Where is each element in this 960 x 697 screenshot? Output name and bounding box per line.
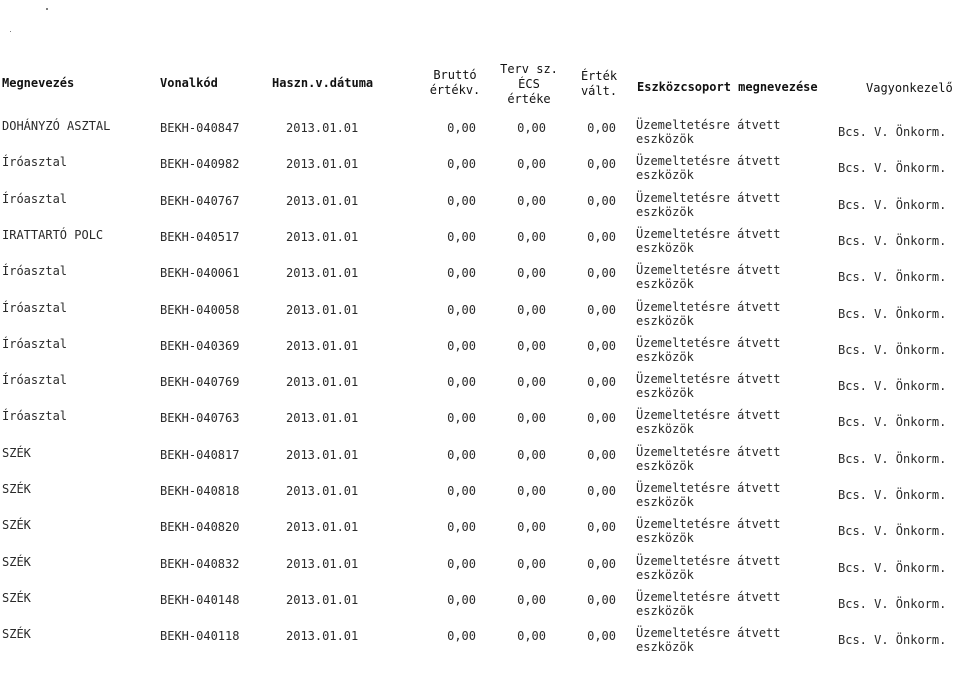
item-gross: 0,00 — [447, 593, 476, 607]
item-planned: 0,00 — [517, 411, 546, 425]
item-change: 0,00 — [587, 411, 616, 425]
item-name: Íróasztal — [2, 264, 68, 278]
item-name: Íróasztal — [2, 301, 68, 315]
item-gross: 0,00 — [447, 230, 476, 244]
item-barcode: BEKH-040769 — [160, 375, 240, 389]
item-barcode: BEKH-040058 — [160, 303, 240, 317]
item-group-line1: Üzemeltetésre átvett — [636, 154, 781, 168]
item-gross: 0,00 — [447, 520, 476, 534]
item-group-line2: eszközök — [636, 350, 694, 364]
item-planned: 0,00 — [517, 557, 546, 571]
item-group-line1: Üzemeltetésre átvett — [636, 372, 781, 386]
item-change: 0,00 — [587, 593, 616, 607]
item-group-line1: Üzemeltetésre átvett — [636, 300, 781, 314]
item-date: 2013.01.01 — [286, 484, 359, 498]
item-group-line2: eszközök — [636, 568, 694, 582]
item-manager: Bcs. V. Önkorm. — [838, 125, 947, 139]
item-group-line2: eszközök — [636, 459, 694, 473]
item-name: Íróasztal — [2, 192, 68, 206]
item-planned: 0,00 — [517, 484, 546, 498]
item-gross: 0,00 — [447, 194, 476, 208]
item-planned: 0,00 — [517, 629, 546, 643]
header-name: Megnevezés — [2, 76, 75, 90]
item-change: 0,00 — [587, 448, 616, 462]
item-date: 2013.01.01 — [286, 520, 359, 534]
item-group-line2: eszközök — [636, 314, 694, 328]
item-barcode: BEKH-040767 — [160, 194, 240, 208]
item-group-line2: eszközök — [636, 205, 694, 219]
item-gross: 0,00 — [447, 411, 476, 425]
item-barcode: BEKH-040847 — [160, 121, 240, 135]
item-group-line1: Üzemeltetésre átvett — [636, 408, 781, 422]
item-group-line2: eszközök — [636, 640, 694, 654]
item-gross: 0,00 — [447, 121, 476, 135]
item-date: 2013.01.01 — [286, 303, 359, 317]
item-name: SZÉK — [2, 591, 31, 605]
item-manager: Bcs. V. Önkorm. — [838, 379, 947, 393]
item-change: 0,00 — [587, 484, 616, 498]
item-name: Íróasztal — [2, 155, 68, 169]
header-gross — [420, 68, 490, 98]
item-group-line2: eszközök — [636, 531, 694, 545]
item-group-line1: Üzemeltetésre átvett — [636, 336, 781, 350]
header-change-line2: vált. — [580, 84, 618, 98]
item-date: 2013.01.01 — [286, 448, 359, 462]
item-manager: Bcs. V. Önkorm. — [838, 270, 947, 284]
table-row — [0, 335, 960, 371]
item-manager: Bcs. V. Önkorm. — [838, 307, 947, 321]
header-planned — [497, 62, 561, 107]
item-date: 2013.01.01 — [286, 593, 359, 607]
item-barcode: BEKH-040061 — [160, 266, 240, 280]
item-gross: 0,00 — [447, 484, 476, 498]
item-planned: 0,00 — [517, 121, 546, 135]
item-manager: Bcs. V. Önkorm. — [838, 161, 947, 175]
item-change: 0,00 — [587, 520, 616, 534]
scan-speck — [10, 31, 11, 32]
item-name: SZÉK — [2, 482, 31, 496]
item-barcode: BEKH-040982 — [160, 157, 240, 171]
header-change-line1: Érték — [580, 69, 618, 83]
header-gross-line2: értékv. — [429, 83, 481, 97]
table-row — [0, 553, 960, 589]
item-gross: 0,00 — [447, 629, 476, 643]
item-barcode: BEKH-040118 — [160, 629, 240, 643]
item-date: 2013.01.01 — [286, 557, 359, 571]
item-manager: Bcs. V. Önkorm. — [838, 633, 947, 647]
item-barcode: BEKH-040817 — [160, 448, 240, 462]
item-barcode: BEKH-040763 — [160, 411, 240, 425]
item-name: SZÉK — [2, 518, 31, 532]
item-name: SZÉK — [2, 627, 31, 641]
item-change: 0,00 — [587, 557, 616, 571]
item-planned: 0,00 — [517, 339, 546, 353]
item-name: DOHÁNYZÓ ASZTAL — [2, 119, 111, 133]
item-gross: 0,00 — [447, 266, 476, 280]
header-gross-line1: Bruttó — [433, 68, 477, 82]
item-group-line1: Üzemeltetésre átvett — [636, 626, 781, 640]
item-barcode: BEKH-040369 — [160, 339, 240, 353]
item-group-line1: Üzemeltetésre átvett — [636, 554, 781, 568]
item-group-line1: Üzemeltetésre átvett — [636, 227, 781, 241]
item-group-line2: eszközök — [636, 241, 694, 255]
item-group-line2: eszközök — [636, 132, 694, 146]
item-group-line2: eszközök — [636, 277, 694, 291]
item-gross: 0,00 — [447, 557, 476, 571]
item-change: 0,00 — [587, 375, 616, 389]
item-name: Íróasztal — [2, 373, 68, 387]
item-group-line1: Üzemeltetésre átvett — [636, 590, 781, 604]
table-row — [0, 190, 960, 226]
table-row — [0, 262, 960, 298]
item-gross: 0,00 — [447, 157, 476, 171]
item-manager: Bcs. V. Önkorm. — [838, 343, 947, 357]
item-planned: 0,00 — [517, 375, 546, 389]
item-date: 2013.01.01 — [286, 121, 359, 135]
table-row — [0, 117, 960, 153]
item-group-line1: Üzemeltetésre átvett — [636, 191, 781, 205]
item-change: 0,00 — [587, 157, 616, 171]
item-group-line1: Üzemeltetésre átvett — [636, 517, 781, 531]
item-manager: Bcs. V. Önkorm. — [838, 524, 947, 538]
item-change: 0,00 — [587, 194, 616, 208]
table-row — [0, 226, 960, 262]
header-manager: Vagyonkezelő — [866, 81, 953, 95]
item-date: 2013.01.01 — [286, 375, 359, 389]
item-name: SZÉK — [2, 555, 31, 569]
item-gross: 0,00 — [447, 375, 476, 389]
item-planned: 0,00 — [517, 303, 546, 317]
item-planned: 0,00 — [517, 448, 546, 462]
item-change: 0,00 — [587, 629, 616, 643]
item-gross: 0,00 — [447, 339, 476, 353]
item-group-line2: eszközök — [636, 495, 694, 509]
item-barcode: BEKH-040517 — [160, 230, 240, 244]
header-change — [574, 69, 624, 99]
item-change: 0,00 — [587, 121, 616, 135]
item-date: 2013.01.01 — [286, 230, 359, 244]
header-date: Haszn.v.dátuma — [272, 76, 374, 90]
item-date: 2013.01.01 — [286, 629, 359, 643]
item-barcode: BEKH-040832 — [160, 557, 240, 571]
item-name: SZÉK — [2, 446, 31, 460]
header-planned-line3: értéke — [507, 92, 551, 106]
item-name: Íróasztal — [2, 337, 68, 351]
item-manager: Bcs. V. Önkorm. — [838, 597, 947, 611]
item-gross: 0,00 — [447, 448, 476, 462]
item-date: 2013.01.01 — [286, 266, 359, 280]
scan-speck — [46, 8, 48, 10]
item-change: 0,00 — [587, 266, 616, 280]
item-change: 0,00 — [587, 303, 616, 317]
table-row — [0, 371, 960, 407]
header-group: Eszközcsoport megnevezése — [637, 80, 818, 94]
header-planned-line2: ÉCS — [518, 77, 540, 91]
item-name: Íróasztal — [2, 409, 68, 423]
item-group-line1: Üzemeltetésre átvett — [636, 118, 781, 132]
item-manager: Bcs. V. Önkorm. — [838, 561, 947, 575]
item-name: IRATTARTÓ POLC — [2, 228, 104, 242]
item-planned: 0,00 — [517, 593, 546, 607]
item-group-line2: eszközök — [636, 386, 694, 400]
item-group-line2: eszközök — [636, 168, 694, 182]
item-group-line2: eszközök — [636, 422, 694, 436]
item-manager: Bcs. V. Önkorm. — [838, 452, 947, 466]
item-group-line1: Üzemeltetésre átvett — [636, 481, 781, 495]
item-planned: 0,00 — [517, 157, 546, 171]
item-group-line1: Üzemeltetésre átvett — [636, 263, 781, 277]
item-planned: 0,00 — [517, 266, 546, 280]
item-barcode: BEKH-040820 — [160, 520, 240, 534]
table-row — [0, 407, 960, 443]
item-manager: Bcs. V. Önkorm. — [838, 198, 947, 212]
item-planned: 0,00 — [517, 230, 546, 244]
table-row — [0, 444, 960, 480]
header-barcode: Vonalkód — [160, 76, 218, 90]
table-row — [0, 589, 960, 625]
item-gross: 0,00 — [447, 303, 476, 317]
header-planned-line1: Terv sz. — [500, 62, 558, 76]
item-barcode: BEKH-040148 — [160, 593, 240, 607]
item-date: 2013.01.01 — [286, 194, 359, 208]
item-manager: Bcs. V. Önkorm. — [838, 415, 947, 429]
table-row — [0, 299, 960, 335]
item-manager: Bcs. V. Önkorm. — [838, 488, 947, 502]
item-group-line2: eszközök — [636, 604, 694, 618]
item-group-line1: Üzemeltetésre átvett — [636, 445, 781, 459]
table-row — [0, 516, 960, 552]
item-date: 2013.01.01 — [286, 339, 359, 353]
item-date: 2013.01.01 — [286, 411, 359, 425]
item-date: 2013.01.01 — [286, 157, 359, 171]
item-change: 0,00 — [587, 230, 616, 244]
item-manager: Bcs. V. Önkorm. — [838, 234, 947, 248]
item-planned: 0,00 — [517, 194, 546, 208]
item-planned: 0,00 — [517, 520, 546, 534]
table-row — [0, 153, 960, 189]
table-row — [0, 625, 960, 661]
item-barcode: BEKH-040818 — [160, 484, 240, 498]
table-row — [0, 480, 960, 516]
item-change: 0,00 — [587, 339, 616, 353]
